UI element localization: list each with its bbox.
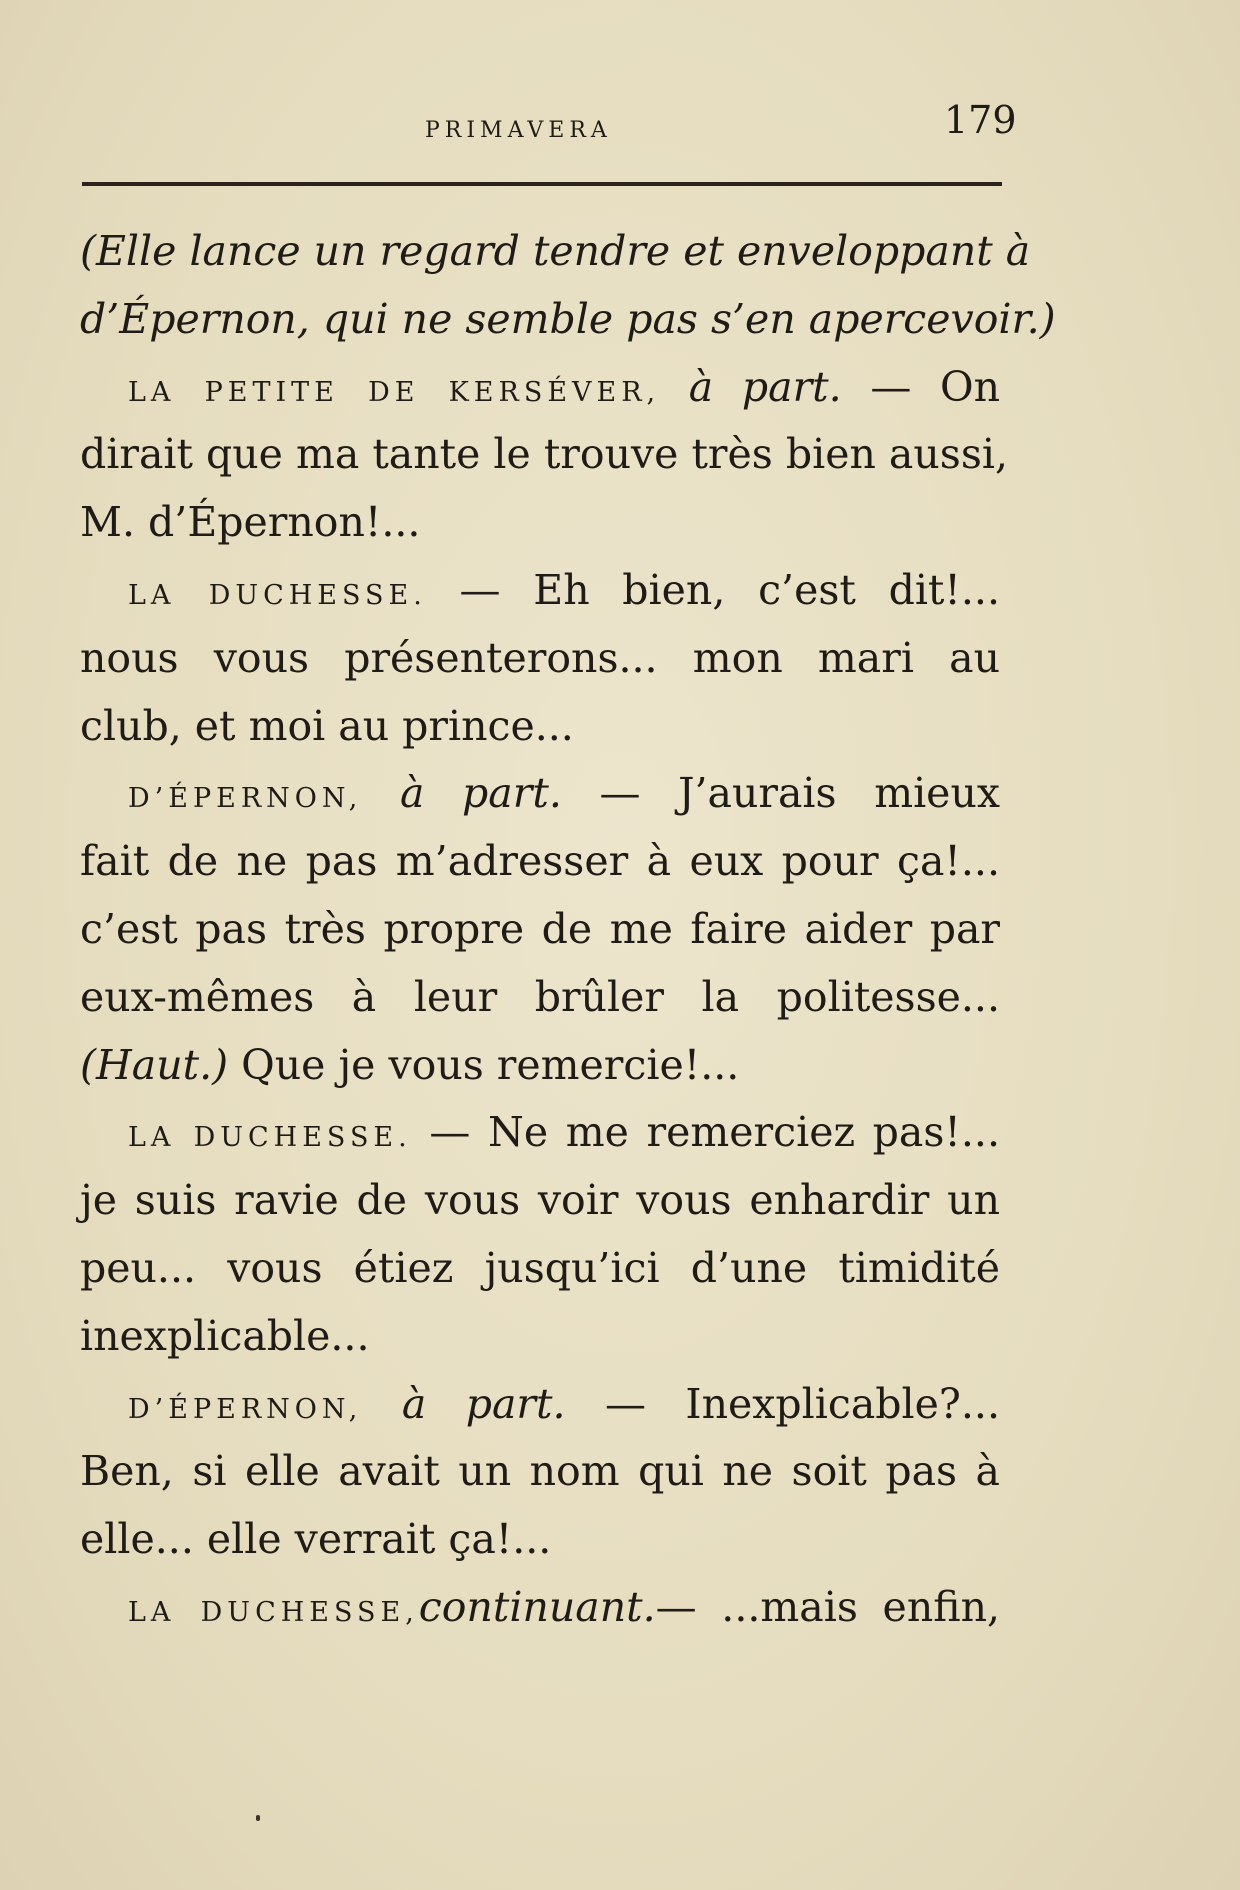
speech-line <box>80 1099 1000 1167</box>
speaker-name: D’ÉPERNON, <box>128 1393 363 1425</box>
speech-text: — ...mais enfin, <box>655 1582 1001 1631</box>
speech-text: — Inexplicable?... <box>604 1379 1000 1428</box>
header-rule <box>82 182 1002 186</box>
speaker-name: D’ÉPERNON, <box>128 783 363 815</box>
text-line: dirait que ma tante le trouve très bien aussi, <box>80 430 1009 479</box>
running-title: PRIMAVERA <box>425 118 612 143</box>
stage-direction: à part. <box>688 362 842 411</box>
speaker-name: LA DUCHESSE. <box>128 579 427 611</box>
speech-text: — J’aurais mieux <box>599 769 1000 818</box>
text-line: c’est pas très propre de me faire aider par <box>80 904 1000 953</box>
speech-line <box>80 760 1000 828</box>
page-number: 179 <box>944 98 1017 142</box>
speech-line <box>80 1371 1000 1439</box>
text-line: nous vous présenterons... mon mari au <box>80 633 1000 682</box>
text-line: Ben, si elle avait un nom qui ne soit pas à <box>80 1447 1000 1496</box>
text-line: eux-mêmes à leur brûler la politesse... <box>80 972 1000 1021</box>
stage-direction: à part. <box>401 1379 566 1428</box>
stage-direction: à part. <box>400 769 562 818</box>
speech-line <box>80 1574 1000 1642</box>
speaker-name: LA DUCHESSE. <box>128 1122 412 1154</box>
speaker-name: LA PETITE DE KERSÉVER, <box>128 376 661 408</box>
stage-direction: continuant. <box>418 1582 656 1631</box>
stage-direction-line: d’Épernon, qui ne semble pas s’en apercevoir.) <box>80 294 1056 343</box>
text-line: je suis ravie de vous voir vous enhardir un <box>80 1176 1000 1225</box>
running-head <box>0 98 1240 148</box>
text-line: M. d’Épernon!... <box>80 498 421 547</box>
speaker-name: LA DUCHESSE, <box>128 1596 419 1628</box>
text-line: inexplicable... <box>80 1311 370 1360</box>
text-line: club, et moi au prince... <box>80 701 574 750</box>
speech-text: — On <box>870 362 1000 411</box>
speech-line <box>80 354 1000 422</box>
text-line <box>80 1032 1000 1100</box>
stage-direction: (Haut.) <box>80 1040 229 1089</box>
speech-text: — Ne me remerciez pas!... <box>429 1108 1000 1157</box>
text-line: elle... elle verrait ça!... <box>80 1515 552 1564</box>
speech-line <box>80 557 1000 625</box>
stage-direction-line: (Elle lance un regard tendre et enveloppant à <box>80 227 1031 275</box>
ink-speck <box>256 1815 260 1821</box>
text-line: peu... vous étiez jusqu’ici d’une timidité <box>80 1243 1000 1292</box>
speech-text: — Eh bien, c’est dit!... <box>459 565 1000 614</box>
play-text <box>80 218 1056 1642</box>
speech-text: Que je vous remercie!... <box>241 1040 740 1089</box>
text-line: fait de ne pas m’adresser à eux pour ça!... <box>80 837 1000 886</box>
